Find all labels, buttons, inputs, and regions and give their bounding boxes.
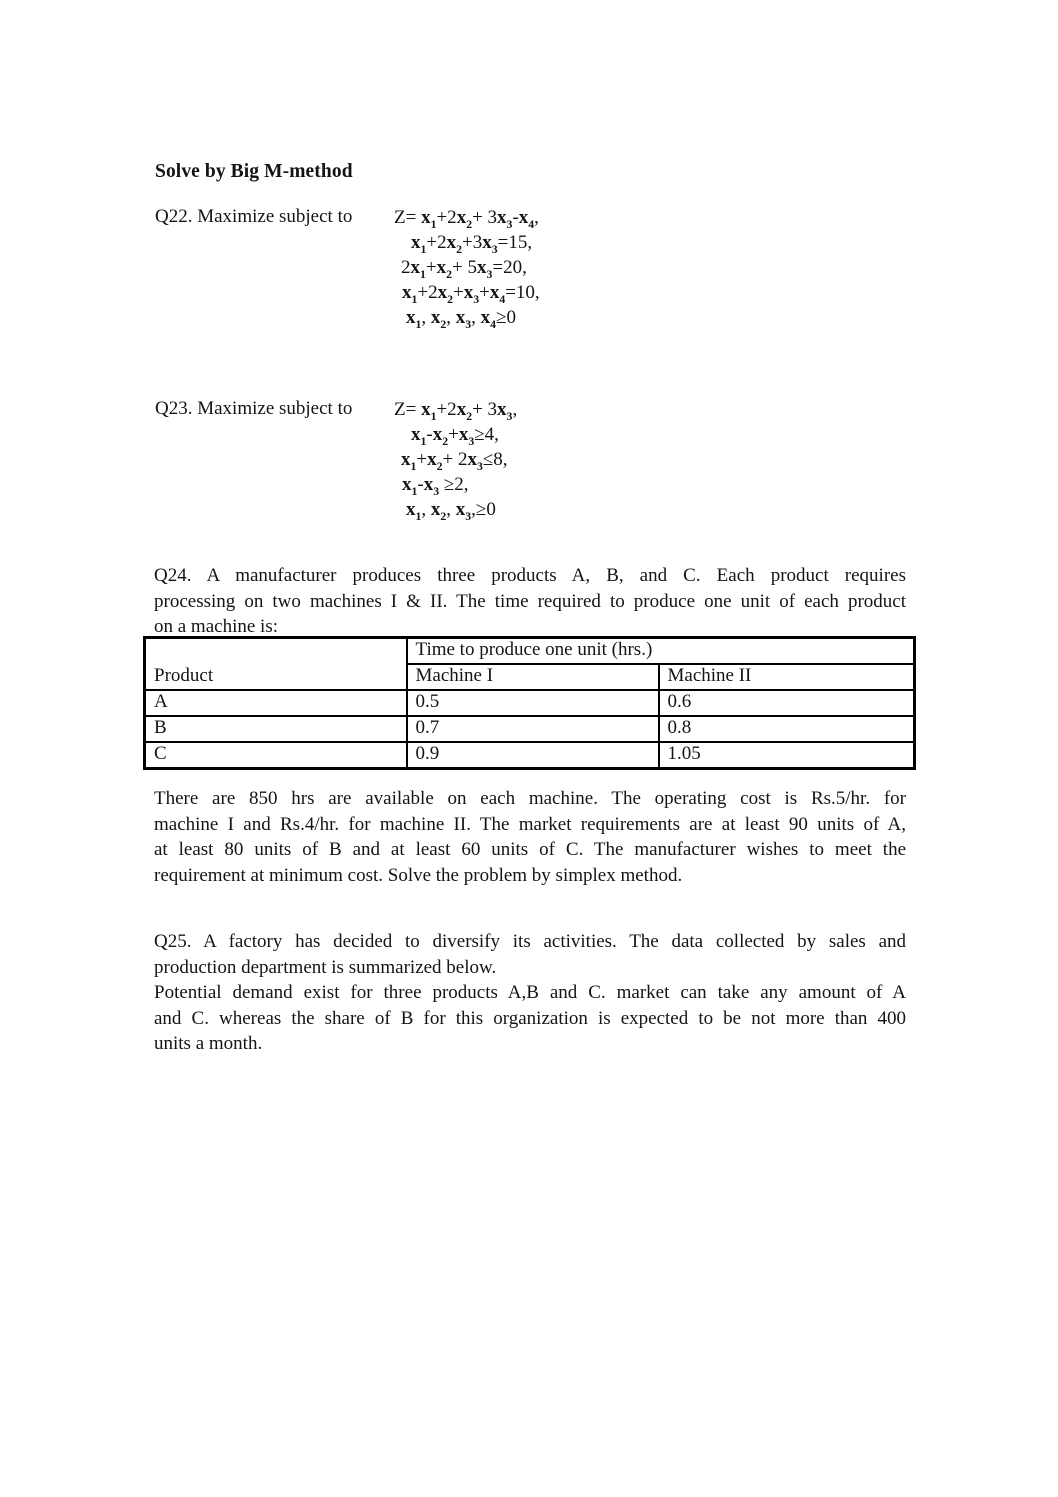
paragraph-line: requirement at minimum cost. Solve the problem by simplex method.	[154, 864, 683, 886]
time-table	[143, 636, 916, 770]
paragraph-line: Potential demand exist for three products A,B and C. market can take any amount of A	[154, 982, 906, 1004]
q22-label: Q22. Maximize subject to	[155, 206, 353, 227]
table-cell-machine2: 1.05	[659, 742, 915, 769]
paragraph-line: machine I and Rs.4/hr. for machine II. The market requirements are at least 90 units of A,	[154, 813, 906, 835]
q23-constraint-2: $x_1+x_2+ 2x_3\le 8$,	[401, 449, 508, 473]
q25-paragraph	[154, 929, 906, 1057]
paragraph-line: at least 80 units of B and at least 60 units of C. The manufacturer wishes to meet the	[154, 839, 906, 861]
table-header-machine2: Machine II	[659, 664, 915, 690]
section-heading: Solve by Big M-method	[155, 161, 353, 182]
paragraph-line: Q24. A manufacturer produces three products A, B, and C. Each product requires	[154, 565, 906, 586]
table-cell-machine2: 0.6	[659, 690, 915, 716]
table-cell-product: B	[145, 716, 407, 742]
q22-constraint-1: $x_1+2x_2+3x_3=15$,	[411, 232, 533, 256]
q23-objective: $Z= x_1+2x_2+ 3x_3$,	[394, 399, 518, 423]
table-header-machine1: Machine I	[407, 664, 659, 690]
q23-equations	[394, 397, 517, 522]
paragraph-line: Q25. A factory has decided to diversify its activities. The data collected by sales and	[154, 931, 906, 952]
q22-equations	[394, 205, 540, 330]
table-row	[145, 716, 915, 742]
paragraph-line: processing on two machines I & II. The time required to produce one unit of each product	[154, 590, 906, 612]
q22-constraint-3: $x_1+2x_2+x_3+x_4=10$,	[402, 282, 540, 306]
q23-label: Q23. Maximize subject to	[155, 398, 353, 419]
q22-constraint-2: $2x_1+x_2+ 5x_3=20$,	[401, 257, 527, 281]
table-cell-machine1: 0.7	[407, 716, 659, 742]
q24-body-paragraph	[154, 786, 906, 888]
table-row	[145, 742, 915, 769]
table-cell-machine1: 0.9	[407, 742, 659, 769]
paragraph-line: on a machine is:	[154, 616, 278, 638]
q23-constraint-1: $x_1-x_2+x_3\ge 4$,	[411, 424, 499, 448]
table-cell-machine2: 0.8	[659, 716, 915, 742]
table-row	[145, 690, 915, 716]
paragraph-line: and C. whereas the share of B for this organization is expected to be not more than 400	[154, 1007, 906, 1029]
q23-nonnegativity: $x_1$, $x_2$, $x_3,\ge 0$	[406, 499, 496, 523]
table-header-product: Product	[145, 638, 407, 691]
q22-nonnegativity: $x_1$, $x_2$, $x_3$, $x_4\ge 0$	[406, 307, 516, 331]
paragraph-line: production department is summarized below.	[154, 956, 497, 978]
table-cell-product: A	[145, 690, 407, 716]
paragraph-line: There are 850 hrs are available on each machine. The operating cost is Rs.5/hr. for	[154, 788, 906, 809]
q24-intro-paragraph	[154, 563, 906, 640]
q22-objective: $Z= x_1+2x_2+ 3x_3-x_4$,	[394, 207, 539, 231]
table-header-span: Time to produce one unit (hrs.)	[407, 638, 915, 665]
paragraph-line: units a month.	[154, 1033, 263, 1055]
q23-constraint-3: $x_1-x_3 \ge 2$,	[402, 474, 469, 498]
table-cell-product: C	[145, 742, 407, 769]
table-cell-machine1: 0.5	[407, 690, 659, 716]
